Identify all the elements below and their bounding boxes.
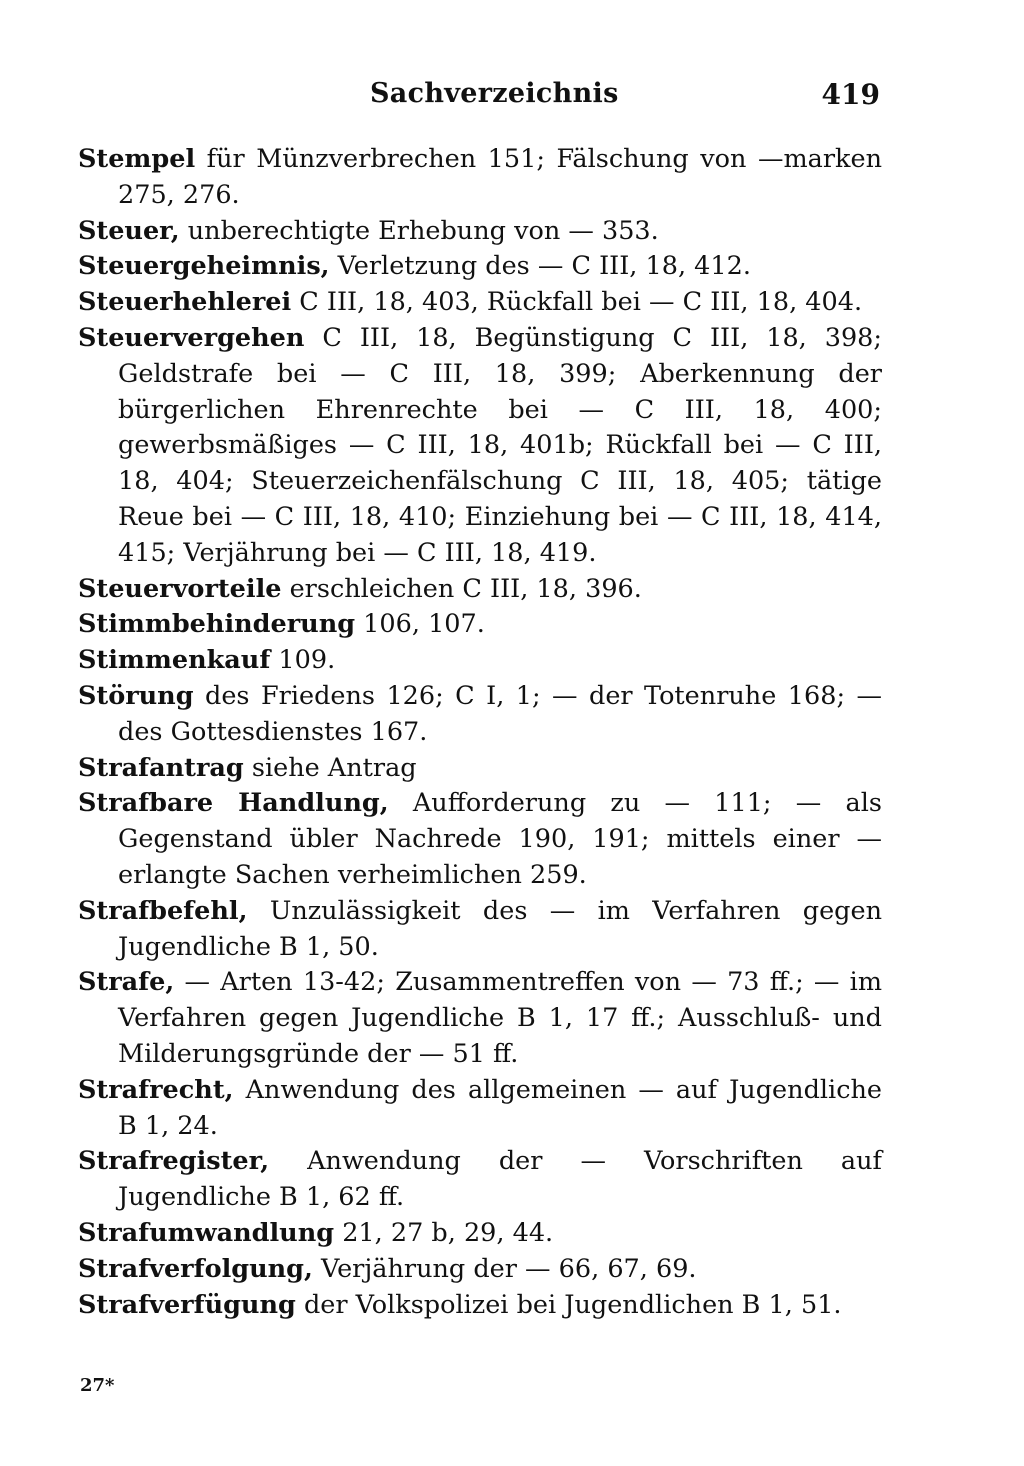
index-entry-text: Verletzung des — C III, 18, 412. [329, 251, 751, 282]
index-entry-text: Aufforderung zu — 111; — als Gegenstand übler Nachrede 190, 191; mittels einer — erlangte Sachen verheimlichen 259. [118, 788, 882, 890]
index-entries [78, 142, 882, 1323]
index-entry [78, 285, 882, 321]
index-entry-text: 21, 27 b, 29, 44. [334, 1217, 554, 1248]
index-headword: Strafbare Handlung, [78, 788, 389, 819]
index-entry [78, 894, 882, 966]
index-entry [78, 607, 882, 643]
index-entry [78, 1144, 882, 1216]
index-headword: Steuerhehlerei [78, 287, 292, 318]
index-entry [78, 321, 882, 572]
index-entry [78, 643, 882, 679]
index-headword: Strafe, [78, 967, 175, 998]
index-entry-text: des Friedens 126; C I, 1; — der Totenruhe 168; — des Gottesdienstes 167. [118, 680, 882, 747]
index-entry-text: — Arten 13-42; Zusammentreffen von — 73 ff.; — im Verfahren gegen Jugendliche B 1, 17 ff.; Ausschluß- und Milderungsgründe der — 51 ff. [118, 967, 882, 1069]
index-entry [78, 965, 882, 1072]
index-headword: Strafumwandlung [78, 1217, 335, 1248]
index-headword: Stempel [78, 144, 196, 174]
index-headword: Steuer, [78, 215, 180, 246]
index-entry [78, 751, 882, 787]
index-headword: Steuervorteile [78, 573, 282, 604]
index-entry-text: unberechtigte Erhebung von — 353. [179, 215, 659, 246]
index-entry [78, 249, 882, 285]
index-headword: Stimmbehinderung [78, 609, 356, 640]
index-entry [78, 786, 882, 893]
index-entry [78, 214, 882, 250]
index-entry-text: der Volkspolizei bei Jugendlichen B 1, 51. [295, 1289, 842, 1320]
index-headword: Steuervergehen [78, 322, 305, 353]
index-headword: Steuergeheimnis, [78, 251, 330, 282]
index-entry [78, 1252, 882, 1288]
index-entry-text: Verjährung der — 66, 67, 69. [312, 1253, 697, 1284]
index-entry-text: 106, 107. [355, 609, 485, 640]
index-entry-text: siehe Antrag [243, 752, 417, 783]
index-entry-text: 109. [270, 645, 336, 676]
index-entry [78, 679, 882, 751]
running-head [360, 78, 880, 118]
index-headword: Strafbefehl, [78, 895, 248, 926]
index-headword: Strafantrag [78, 752, 244, 783]
index-entry-text: für Münzverbrechen 151; Fälschung von —marken 275, 276. [118, 144, 882, 210]
index-entry [78, 1073, 882, 1145]
index-entry [78, 1216, 882, 1252]
index-entry-text: Unzulässigkeit des — im Verfahren gegen Jugendliche B 1, 50. [118, 895, 882, 962]
index-entry [78, 142, 882, 214]
index-entry-text: Anwendung des allgemeinen — auf Jugendliche B 1, 24. [118, 1074, 882, 1141]
index-headword: Strafverfolgung, [78, 1253, 313, 1284]
index-headword: Strafrecht, [78, 1074, 234, 1105]
sheet-signature: 27* [80, 1375, 115, 1396]
index-entry [78, 572, 882, 608]
index-headword: Stimmenkauf [78, 645, 271, 676]
index-entry-text: C III, 18, 403, Rückfall bei — C III, 18, 404. [291, 287, 863, 318]
index-headword: Strafregister, [78, 1146, 270, 1177]
index-headword: Strafverfügung [78, 1289, 296, 1320]
index-entry-text: Anwendung der — Vorschriften auf Jugendliche B 1, 62 ff. [118, 1146, 882, 1213]
index-entry-text: erschleichen C III, 18, 396. [281, 573, 642, 604]
index-entry [78, 1288, 882, 1324]
page-number: 419 [821, 78, 880, 111]
running-title: Sachverzeichnis [370, 78, 619, 109]
index-entry-text: C III, 18, Begünstigung C III, 18, 398; Geldstrafe bei — C III, 18, 399; Aberkennung der bürgerlichen Ehrenrechte bei — C III, 18, 400; gewerbsmäßiges — C III, 18, 401b; Rückfall bei — C III, 18, 404; Steuerzeichenfälschung C III, 18, 405; tätige Reue bei — C III, 18, 410; Einziehung bei — C III, 18, 414, 415; Verjährung bei — C III, 18, 419. [118, 322, 882, 568]
index-headword: Störung [78, 680, 194, 711]
